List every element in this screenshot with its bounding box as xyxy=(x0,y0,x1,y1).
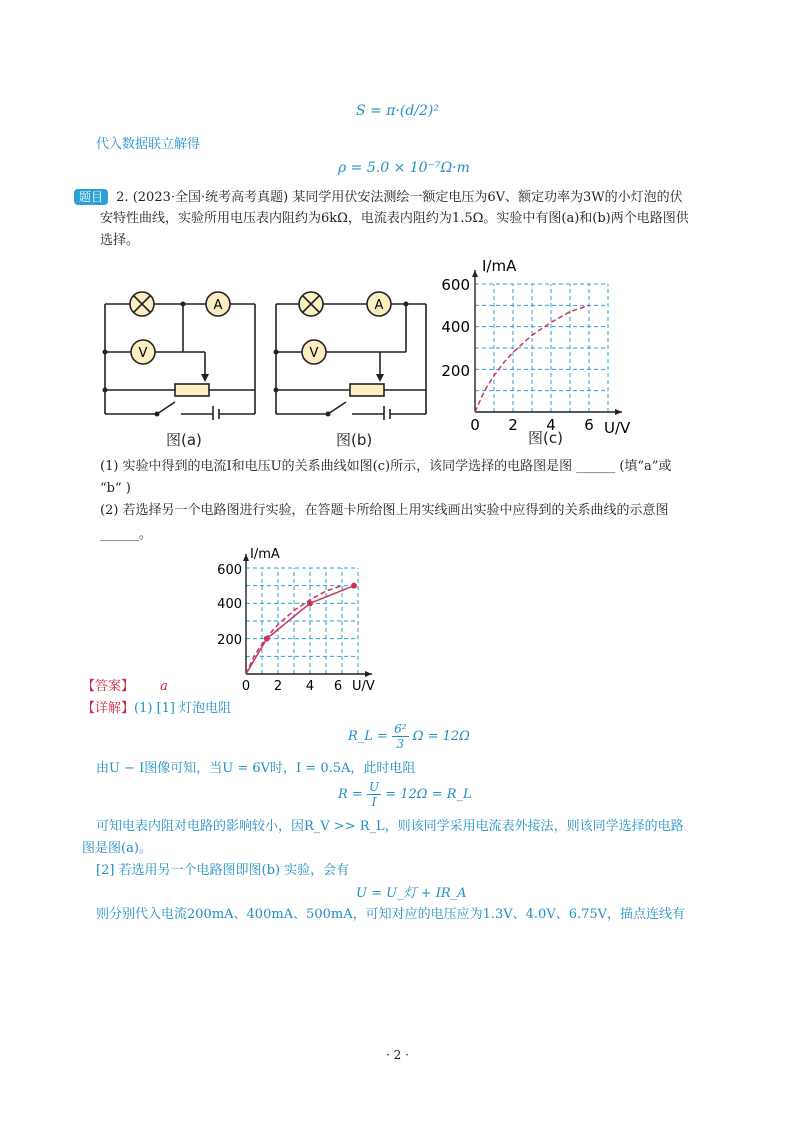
explanation-s5: 则分别代入电流200mA、400mA、500mA，可知对应的电压应为1.3V、4.0V、6.75V，描点连线有 xyxy=(96,907,686,922)
answer-value: a xyxy=(160,679,168,694)
eq2-den: I xyxy=(371,795,377,809)
question-line-3: 选择。 xyxy=(100,233,140,248)
question-line-2: 安特性曲线，实验所用电压表内阻约为6kΩ，电流表内阻约为1.5Ω。实验中有图(a)和(b)两个电路图供 xyxy=(100,211,689,226)
voltmeter-b-label: V xyxy=(309,346,319,361)
graph-c-ytick-600: 600 xyxy=(441,276,470,294)
graph-c-xtick-6: 6 xyxy=(584,416,594,434)
area-formula: S = π·(d/2)² xyxy=(356,103,439,119)
eq3: U = U_灯 + IR_A xyxy=(356,886,467,901)
rho-formula: ρ = 5.0 × 10⁻⁷Ω·m xyxy=(338,160,470,176)
answer-graph-y-arrow xyxy=(243,554,249,561)
graph-c-ytick-400: 400 xyxy=(441,318,470,336)
eq2-lhs: R = xyxy=(338,787,363,802)
ammeter-a-label: A xyxy=(213,298,223,313)
answer-graph xyxy=(212,544,392,696)
answer-graph-ylabel: I/mA xyxy=(250,547,280,562)
graph-c-y-arrow xyxy=(472,270,478,277)
eq1-den: 3 xyxy=(396,737,405,751)
answer-graph-xtick-4: 4 xyxy=(305,679,315,694)
part1-line-2: “b” ) xyxy=(100,481,131,496)
explanation-s1: (1) [1] 灯泡电阻 xyxy=(134,701,232,716)
question-text-1: (2023·全国·统考高考真题) 某同学用伏安法测绘一额定电压为6V、额定功率为3W的小灯泡的伏 xyxy=(132,190,683,205)
ammeter-b-label: A xyxy=(374,298,384,313)
answer-graph-ytick-200: 200 xyxy=(217,633,242,648)
answer-graph-ytick-400: 400 xyxy=(217,597,242,612)
question-tag: 题目 xyxy=(74,189,108,205)
answer-graph-point xyxy=(307,600,313,606)
answer-graph-point xyxy=(264,636,270,642)
question-line-1 xyxy=(74,186,683,209)
graph-c-xlabel: U/V xyxy=(604,419,631,437)
answer-graph-ytick-600: 600 xyxy=(217,563,242,578)
explanation-label: 【详解】 xyxy=(82,701,135,716)
circuit-a xyxy=(95,280,270,420)
caption-b: 图(b) xyxy=(336,431,373,449)
caption-c: 图(c) xyxy=(528,429,563,447)
graph-c-xtick-4: 4 xyxy=(546,416,556,434)
answer-graph-xtick-6: 6 xyxy=(333,679,343,694)
part2-line-1: (2) 若选择另一个电路图进行实验，在答题卡所给图上用实线画出实验中应得到的关系曲线的示意图 xyxy=(100,503,669,518)
circuit-b xyxy=(266,280,441,420)
caption-a: 图(a) xyxy=(166,431,202,449)
part1-line-1: (1) 实验中得到的电流I和电压U的关系曲线如图(c)所示，该同学选择的电路图是图 ______ (填“a”或 xyxy=(100,459,672,474)
explanation-s2: 由U − I图像可知，当U = 6V时，I = 0.5A，此时电阻 xyxy=(96,761,416,776)
eq1-fraction xyxy=(392,722,408,751)
explanation-line-1 xyxy=(82,698,231,720)
part2-line-2: ______。 xyxy=(100,527,153,542)
graph-c-x-arrow xyxy=(615,409,622,415)
graph-c-ytick-200: 200 xyxy=(441,362,470,380)
graph-c-ylabel: I/mA xyxy=(482,257,517,275)
answer-graph-xtick-2: 2 xyxy=(273,679,283,694)
answer-graph-point xyxy=(351,583,357,589)
answer-graph-xtick-0: 0 xyxy=(241,679,251,694)
graph-c-xtick-2: 2 xyxy=(508,416,518,434)
graph-c-xtick-0: 0 xyxy=(470,416,480,434)
eq1-lhs: R_L = xyxy=(348,729,388,744)
eq1 xyxy=(348,722,470,751)
explanation-s4: [2] 若选用另一个电路图即图(b) 实验，会有 xyxy=(96,863,350,878)
graph-c xyxy=(440,252,660,452)
eq2-rhs: = 12Ω = R_L xyxy=(385,787,472,802)
eq2-num: U xyxy=(368,780,380,794)
voltmeter-a-label: V xyxy=(138,346,148,361)
answer-row xyxy=(82,676,168,698)
page-number: · 2 · xyxy=(386,1048,409,1062)
eq1-num: 6² xyxy=(394,722,407,736)
explanation-s3b: 图是图(a)。 xyxy=(82,841,152,856)
explanation-s3a: 可知电表内阻对电路的影响较小，因R_V >> R_L，则该同学采用电流表外接法，则该同学选择的电路 xyxy=(96,819,684,834)
eq1-rhs: Ω = 12Ω xyxy=(412,729,470,744)
answer-graph-x-arrow xyxy=(365,671,372,677)
substitute-text: 代入数据联立解得 xyxy=(96,137,201,152)
eq2-fraction xyxy=(367,780,381,809)
eq2 xyxy=(338,780,472,809)
question-number: 2. xyxy=(116,190,129,205)
answer-graph-xlabel: U/V xyxy=(352,679,375,694)
answer-label: 【答案】 xyxy=(82,679,135,694)
